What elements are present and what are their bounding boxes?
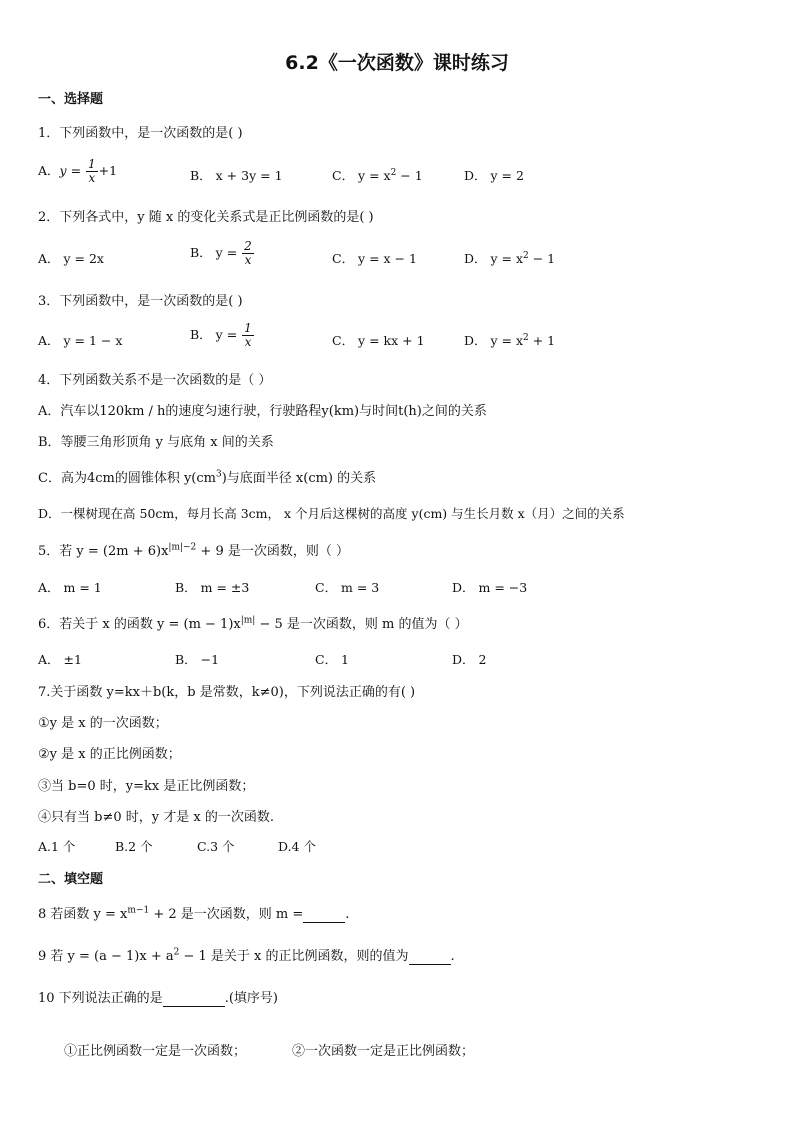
- question-4-option-d[interactable]: D．一棵树现在高 50cm，每月长高 3cm， x 个月后这棵树的高度 y(cm) 与生长月数 x（月）之间的关系: [38, 506, 625, 521]
- question-6-option-c[interactable]: C． 1: [315, 652, 349, 667]
- question-1-option-d[interactable]: D． y = 2: [464, 168, 524, 183]
- question-2-option-a[interactable]: A． y = 2x: [38, 251, 104, 266]
- question-2-option-c[interactable]: C． y = x − 1: [332, 251, 417, 266]
- question-1-option-c[interactable]: C． $y = x^2 - 1$: [332, 167, 423, 183]
- question-2-option-b[interactable]: B． y = $\frac{2}{x}$: [190, 239, 252, 267]
- question-3-stem: 3．下列函数中，是一次函数的是( ): [38, 294, 243, 309]
- question-10-statement-1: ①正比例函数一定是一次函数；: [64, 1044, 247, 1059]
- question-2-stem: 2．下列各式中，y 随 x 的变化关系式是正比例函数的是( ): [38, 210, 374, 225]
- question-6-stem: 6．若关于 x 的函数 $y = (m - 1)x^{|m|} - 5$ 是一次函数，则 m 的值为（ ）: [38, 615, 468, 632]
- fraction: $\frac{1}{x}$: [244, 321, 252, 349]
- question-4-option-b[interactable]: B．等腰三角形顶角 y 与底角 x 间的关系: [38, 435, 274, 450]
- page-title: 6.2《一次函数》课时练习: [285, 52, 509, 74]
- question-3-option-b[interactable]: B． y = $\frac{1}{x}$: [190, 321, 252, 349]
- fraction: $\frac{1}{x}$: [88, 157, 96, 185]
- question-7-option-d[interactable]: D.4 个: [278, 839, 316, 854]
- answer-blank[interactable]: [303, 907, 345, 923]
- question-7-statement-4: ④只有当 b≠0 时，y 才是 x 的一次函数.: [38, 810, 274, 825]
- question-1-option-a[interactable]: A．y = $\frac{1}{x}$ +1: [38, 157, 118, 185]
- question-1-stem: 1．下列函数中，是一次函数的是( ): [38, 126, 243, 141]
- question-1-option-b[interactable]: B． x + 3y = 1: [190, 168, 283, 183]
- answer-blank[interactable]: [409, 949, 451, 965]
- question-10: 10 下列说法正确的是 .(填序号): [38, 991, 278, 1006]
- question-7-stem: 7.关于函数 y=kx＋b(k，b 是常数，k≠0)，下列说法正确的有( ): [38, 685, 416, 700]
- question-7-statement-3: ③当 b=0 时，y=kx 是正比例函数；: [38, 779, 255, 794]
- fraction: $\frac{2}{x}$: [244, 239, 252, 267]
- question-3-option-c[interactable]: C． y = kx + 1: [332, 333, 425, 348]
- question-5-option-b[interactable]: B． m = ±3: [175, 580, 250, 595]
- question-4-option-a[interactable]: A．汽车以120km / h的速度匀速行驶，行驶路程y(km)与时间t(h)之间的关系: [38, 404, 487, 419]
- question-9: 9 若 $y = (a - 1)x + a^2 - 1$ 是关于 x 的正比例函数，则的值为 .: [38, 947, 455, 964]
- question-2-option-d[interactable]: D． $y = x^2 - 1$: [464, 250, 556, 266]
- question-7-statement-1: ①y 是 x 的一次函数；: [38, 716, 168, 731]
- answer-blank[interactable]: [163, 991, 225, 1007]
- section-heading-choice: 一、选择题: [38, 92, 104, 107]
- question-4-option-c[interactable]: C．高为4cm的圆锥体积 $y(cm^3)$与底面半径 x(cm) 的关系: [38, 469, 377, 486]
- question-7-option-c[interactable]: C.3 个: [197, 839, 235, 854]
- question-5-option-c[interactable]: C． m = 3: [315, 580, 380, 595]
- question-8: 8 若函数 $y = x^{m-1} + 2$ 是一次函数，则 m = .: [38, 905, 350, 922]
- section-heading-fill: 二、填空题: [38, 872, 104, 887]
- question-4-stem: 4．下列函数关系不是一次函数的是（ ）: [38, 373, 272, 388]
- question-5-stem: 5．若 $y = (2m + 6)x^{|m|-2} + 9$ 是一次函数，则（ ）: [38, 542, 349, 559]
- question-6-option-d[interactable]: D． 2: [452, 652, 487, 667]
- question-5-option-d[interactable]: D． m = −3: [452, 580, 528, 595]
- question-6-option-b[interactable]: B． −1: [175, 652, 220, 667]
- question-7-statement-2: ②y 是 x 的正比例函数；: [38, 747, 181, 762]
- question-5-option-a[interactable]: A． m = 1: [38, 580, 102, 595]
- question-7-option-a[interactable]: A.1 个: [38, 839, 76, 854]
- question-6-option-a[interactable]: A． ±1: [38, 652, 82, 667]
- question-7-option-b[interactable]: B.2 个: [115, 839, 153, 854]
- question-10-statement-2: ②一次函数一定是正比例函数；: [292, 1044, 475, 1059]
- question-3-option-d[interactable]: D． $y = x^2 + 1$: [464, 332, 556, 348]
- question-3-option-a[interactable]: A． y = 1 − x: [38, 333, 123, 348]
